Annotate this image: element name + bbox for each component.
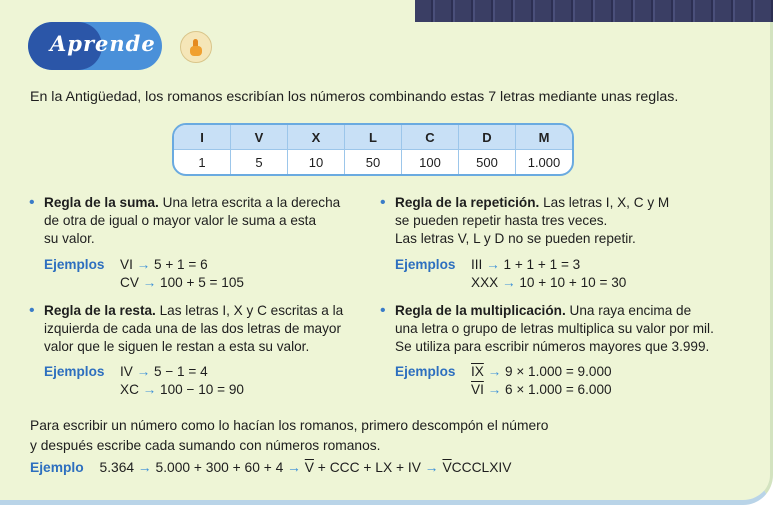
rule-suma-examples (44, 256, 344, 292)
final-roman-result: CCCLXIV (451, 460, 512, 475)
rule-repeticion-examples (395, 256, 725, 292)
arrow-icon: → (142, 275, 157, 290)
rule-suma-line3: su valor. (44, 231, 95, 246)
table-value: 1.000 (516, 149, 572, 174)
roman-values-table (172, 123, 574, 176)
arrow-icon: → (136, 364, 151, 379)
table-letter: X (288, 125, 345, 149)
table-header-row (174, 125, 572, 149)
table-letter: V (231, 125, 288, 149)
arrow-icon: → (424, 460, 439, 475)
rule-suma-title: Regla de la suma. (44, 195, 159, 210)
rule-resta-title: Regla de la resta. (44, 303, 156, 318)
rule-multiplicacion-line2: una letra o grupo de letras multiplica su valor por mil. (395, 321, 714, 336)
rule-multiplicacion-line1: Una raya encima de (569, 303, 692, 318)
final-overline-v: $\overline{V}$ (442, 460, 452, 475)
table-value: 500 (459, 149, 516, 174)
table-value: 100 (402, 149, 459, 174)
arrow-icon: → (287, 460, 301, 475)
hand-touch-icon[interactable] (180, 31, 212, 63)
table-letter: I (174, 125, 231, 149)
rule-resta-line3: valor que le siguen le restan a esta su valor. (44, 339, 310, 354)
book-spines-strip (415, 0, 773, 22)
example-line: IV → 5 − 1 = 4 (120, 364, 208, 379)
table-letter: D (459, 125, 516, 149)
rule-suma-line1: Una letra escrita a la derecha (162, 195, 341, 210)
rule-resta-line2: izquierda de cada una de las dos letras de mayor (44, 321, 341, 336)
final-example (30, 460, 511, 475)
rule-suma (29, 194, 341, 248)
arrow-icon: → (486, 257, 500, 272)
rule-multiplicacion-title: Regla de la multiplicación. (395, 303, 566, 318)
conclusion-text (30, 416, 548, 456)
rule-resta (29, 302, 344, 356)
final-example-label: Ejemplo (30, 460, 84, 475)
rule-multiplicacion (380, 302, 714, 356)
examples-label: Ejemplos (44, 257, 105, 272)
final-decomposition: 5.000 + 300 + 60 + 4 (155, 460, 284, 475)
table-value: 5 (231, 149, 288, 174)
bullet-icon: • (380, 194, 386, 211)
bullet-icon: • (29, 302, 35, 319)
table-value: 50 (345, 149, 402, 174)
arrow-icon: → (137, 460, 152, 475)
conclusion-line2: y después escribe cada sumando con números romanos. (30, 438, 381, 453)
intro-text: En la Antigüedad, los romanos escribían los números combinando estas 7 letras mediante unas reglas. (30, 89, 679, 105)
example-line: XXX → 10 + 10 + 10 = 30 (471, 275, 627, 290)
rule-resta-examples (44, 363, 344, 399)
rule-repeticion-line2: se pueden repetir hasta tres veces. (395, 213, 608, 228)
table-letter: C (402, 125, 459, 149)
rule-multiplicacion-examples (395, 363, 725, 399)
table-value-row (174, 149, 572, 174)
arrow-icon: → (501, 275, 516, 290)
rule-repeticion-line3: Las letras V, L y D no se pueden repetir. (395, 231, 636, 246)
example-line: XC → 100 − 10 = 90 (120, 382, 244, 397)
arrow-icon: → (487, 364, 502, 379)
aprende-badge (28, 22, 162, 70)
final-overline-v: $\overline{V}$ (304, 460, 314, 475)
conclusion-line1: Para escribir un número como lo hacían los romanos, primero descompón el número (30, 418, 549, 433)
badge-label: Aprende (50, 31, 156, 56)
table-value: 1 (174, 149, 231, 174)
rule-repeticion-title: Regla de la repetición. (395, 195, 540, 210)
rule-resta-line1: Las letras I, X y C escritas a la (159, 303, 344, 318)
rule-repeticion-line1: Las letras I, X, C y M (543, 195, 670, 210)
arrow-icon: → (136, 257, 151, 272)
final-roman-sum: + CCC + LX + IV (313, 460, 421, 475)
bullet-icon: • (29, 194, 35, 211)
examples-label: Ejemplos (395, 257, 456, 272)
table-letter: M (516, 125, 572, 149)
example-line: CV → 100 + 5 = 105 (120, 275, 244, 290)
table-letter: L (345, 125, 402, 149)
rule-suma-line2: de otra de igual o mayor valor le suma a esta (44, 213, 317, 228)
examples-label: Ejemplos (395, 364, 456, 379)
examples-label: Ejemplos (44, 364, 105, 379)
example-line: $\overline{IX} \to 9 \times 1.000 = 9.000$ (471, 364, 612, 379)
final-number: 5.364 (99, 460, 135, 475)
arrow-icon: → (487, 382, 502, 397)
rule-multiplicacion-line3: Se utiliza para escribir números mayores que 3.999. (395, 339, 710, 354)
table-value: 10 (288, 149, 345, 174)
example-line: III → 1 + 1 + 1 = 3 (471, 257, 581, 272)
rule-repeticion (380, 194, 670, 248)
example-line: VI → 5 + 1 = 6 (120, 257, 208, 272)
example-line: $\overline{VI} \to 6 \times 1.000 = 6.000$ (471, 382, 612, 397)
arrow-icon: → (142, 382, 157, 397)
bullet-icon: • (380, 302, 386, 319)
